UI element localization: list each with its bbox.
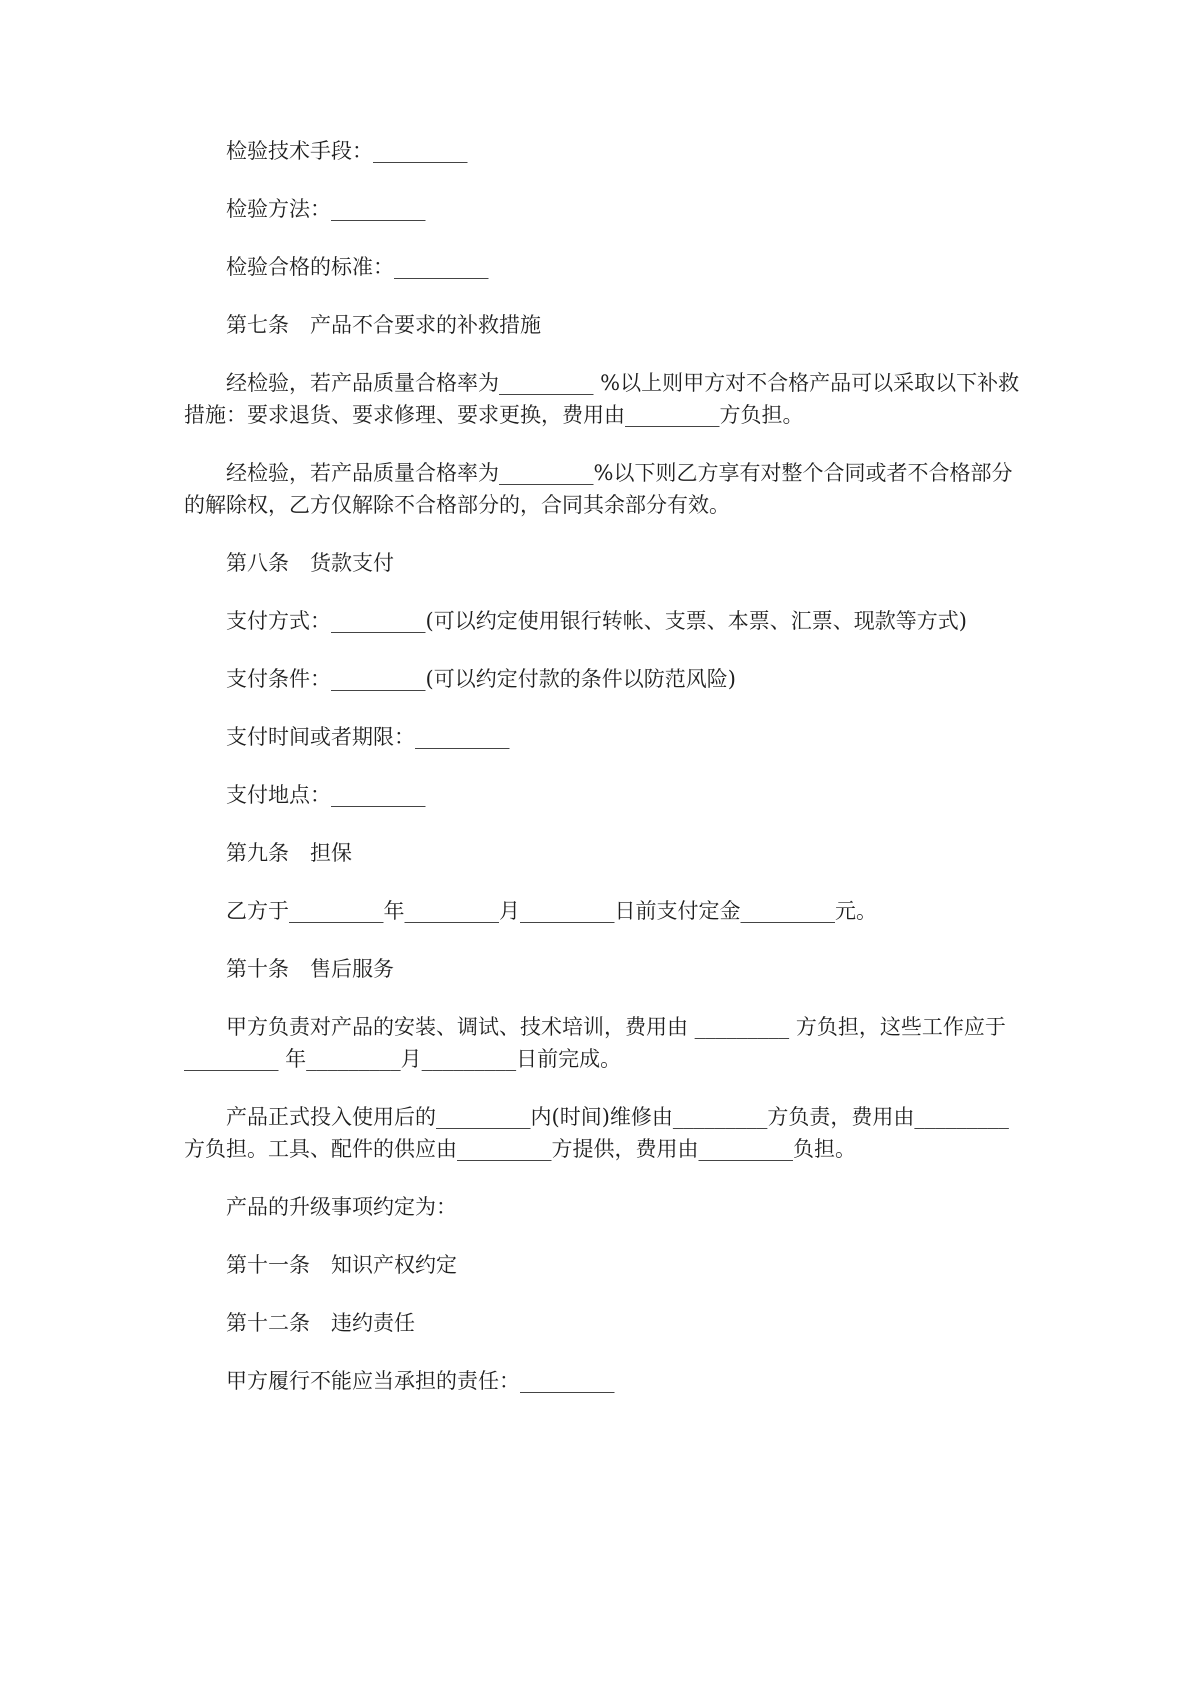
article-9-heading: 第九条 担保	[226, 841, 352, 865]
article-11-heading: 第十一条 知识产权约定	[226, 1253, 457, 1277]
article-12-heading: 第十二条 违约责任	[226, 1311, 415, 1335]
inspection-standard-line: 检验合格的标准：_________	[226, 255, 489, 279]
payment-method-line: 支付方式：_________(可以约定使用银行转帐、支票、本票、汇票、现款等方式)	[226, 609, 967, 633]
upgrade-line: 产品的升级事项约定为：	[226, 1195, 457, 1219]
article-10-para1-line1: 甲方负责对产品的安装、调试、技术培训，费用由 _________ 方负担，这些工作应于	[226, 1015, 1006, 1039]
deposit-line: 乙方于_________年_________月_________日前支付定金_________元。	[226, 899, 877, 923]
article-8-heading: 第八条 货款支付	[226, 551, 394, 575]
article-10-para2-line2: 方负担。工具、配件的供应由_________方提供，费用由_________负担。	[184, 1137, 856, 1161]
article-7-para1-line1: 经检验，若产品质量合格率为_________ %以上则甲方对不合格产品可以采取以下补救	[226, 371, 1020, 395]
article-10-heading: 第十条 售后服务	[226, 957, 394, 981]
article-7-para2-line1: 经检验，若产品质量合格率为_________%以下则乙方享有对整个合同或者不合格部分	[226, 461, 1013, 485]
payment-time-line: 支付时间或者期限：_________	[226, 725, 510, 749]
article-10-para2-line1: 产品正式投入使用后的_________内(时间)维修由_________方负责，费用由_________	[226, 1105, 1009, 1129]
payment-condition-line: 支付条件：_________(可以约定付款的条件以防范风险)	[226, 667, 736, 691]
party-a-liability-line: 甲方履行不能应当承担的责任：_________	[226, 1369, 615, 1393]
article-7-heading: 第七条 产品不合要求的补救措施	[226, 313, 541, 337]
inspection-method-line: 检验方法：_________	[226, 197, 426, 221]
payment-place-line: 支付地点：_________	[226, 783, 426, 807]
article-7-para2-line2: 的解除权，乙方仅解除不合格部分的，合同其余部分有效。	[184, 493, 730, 517]
article-10-para1-line2: _________ 年_________月_________日前完成。	[184, 1047, 622, 1071]
article-7-para1-line2: 措施：要求退货、要求修理、要求更换，费用由_________方负担。	[184, 403, 804, 427]
inspection-technique-line: 检验技术手段：_________	[226, 139, 468, 163]
